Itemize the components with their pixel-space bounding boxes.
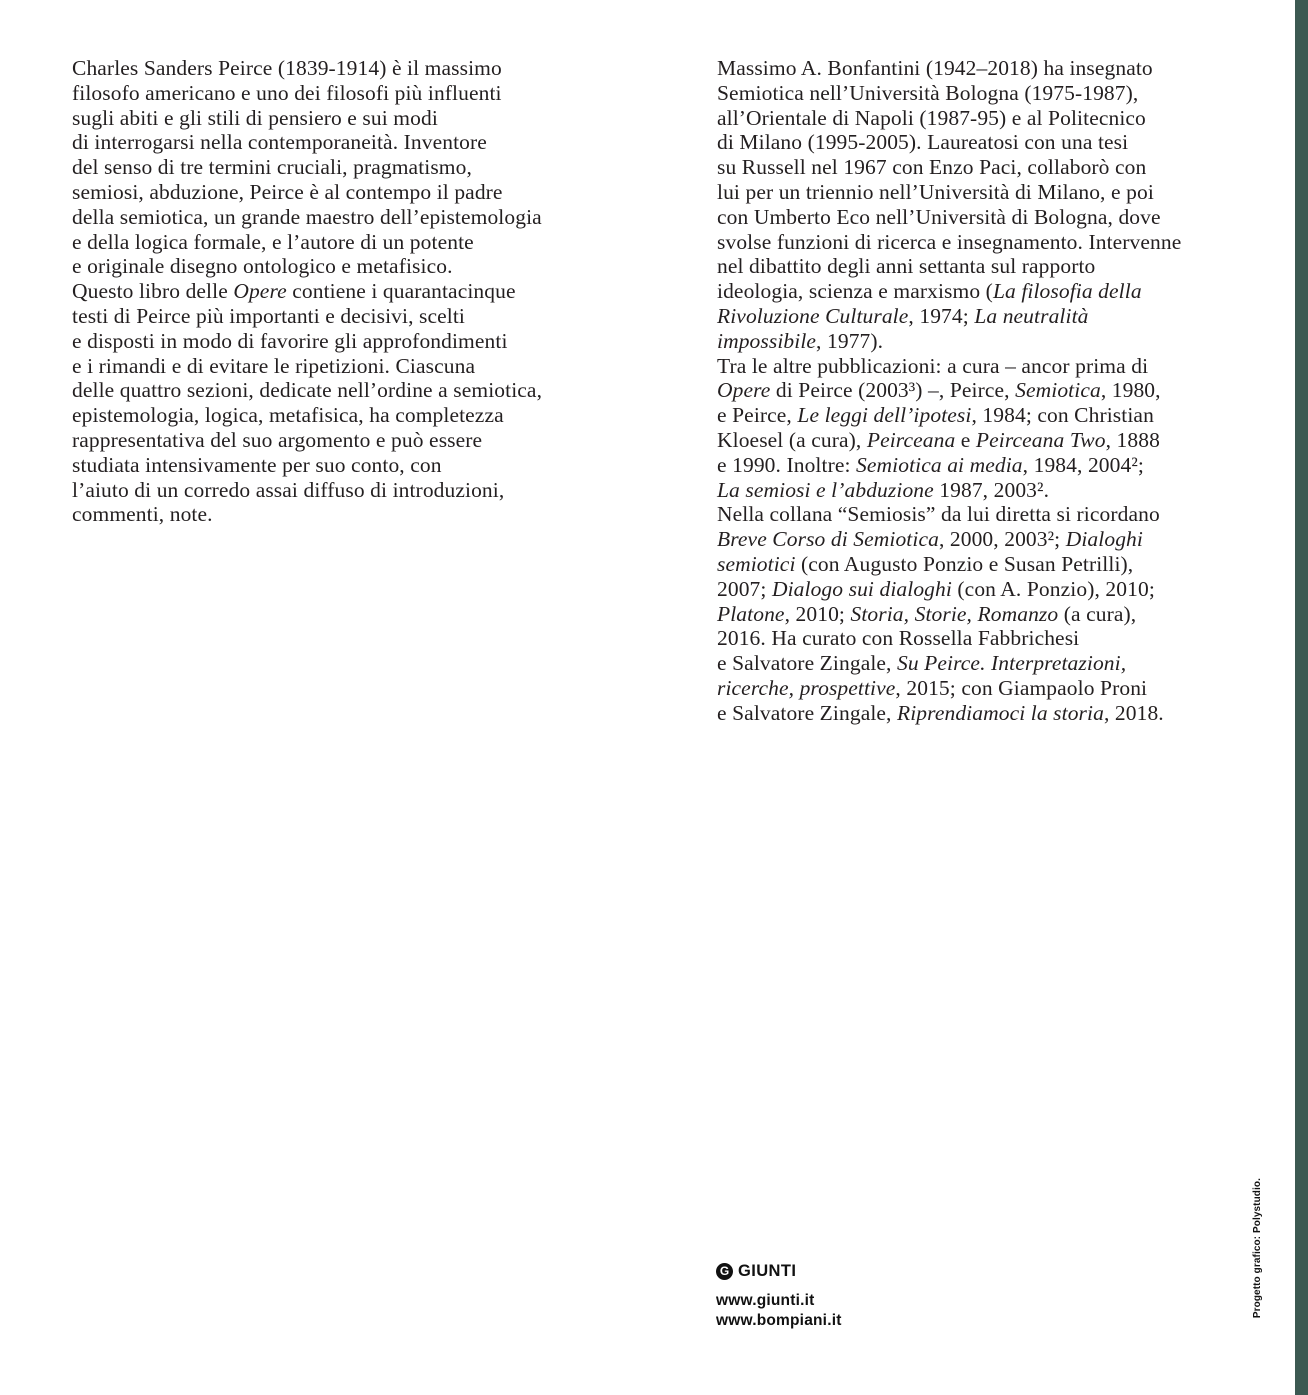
text-line: e i rimandi e di evitare le ripetizioni. Ciascuna [72,353,476,378]
text-line: e Salvatore Zingale, Riprendiamoci la storia, 2018. [717,700,1164,725]
text-line: del senso di tre termini cruciali, pragmatismo, [72,155,472,180]
publisher-urls [716,1291,842,1330]
text-line: Massimo A. Bonfantini (1942–2018) ha insegnato [717,56,1153,80]
text-line: commenti, note. [72,502,213,527]
text-line: di interrogarsi nella contemporaneità. Inventore [72,130,487,155]
text-line: impossibile, 1977). [717,328,884,353]
text-line: l’aiuto di un corredo assai diffuso di introduzioni, [72,477,505,502]
giunti-logo [716,1262,842,1281]
text-line: nel dibattito degli anni settanta sul rapporto [717,254,1096,279]
text-line: Breve Corso di Semiotica, 2000, 2003²; Dialoghi [717,527,1143,552]
text-line: Platone, 2010; Storia, Storie, Romanzo (a cura), [717,601,1137,626]
text-line: Rivoluzione Culturale, 1974; La neutralità [717,303,1089,328]
publisher-name: GIUNTI [738,1262,797,1280]
text-line: semiosi, abduzione, Peirce è al contempo il padre [72,179,503,204]
giunti-logo-icon [716,1263,733,1280]
text-line: di Milano (1995-2005). Laureatosi con una tesi [717,130,1129,155]
text-line: rappresentativa del suo argomento e può essere [72,427,483,452]
text-line: Semiotica nell’Università Bologna (1975-1987), [717,80,1139,105]
text-line: lui per un triennio nell’Università di Milano, e poi [717,179,1154,204]
design-credit: Progetto grafico: Polystudio. [1252,1177,1263,1318]
text-line: ideologia, scienza e marxismo (La filosofia della [717,279,1142,304]
text-line: svolse funzioni di ricerca e insegnamento. Intervenne [717,229,1182,254]
text-line: Opere di Peirce (2003³) –, Peirce, Semiotica, 1980, [717,378,1161,403]
text-line: e 1990. Inoltre: Semiotica ai media, 1984, 2004²; [717,452,1144,477]
text-line: e Peirce, Le leggi dell’ipotesi, 1984; con Christian [717,403,1154,428]
text-line: della semiotica, un grande maestro dell’epistemologia [72,204,542,229]
text-line: 2007; Dialogo sui dialoghi (con A. Ponzio), 2010; [717,576,1155,601]
text-line: e disposti in modo di favorire gli approfondimenti [72,328,508,353]
text-line: filosofo americano e uno dei filosofi più influenti [72,80,502,105]
text-line: La semiosi e l’abduzione 1987, 2003². [717,477,1050,502]
text-line: Tra le altre pubblicazioni: a cura – ancor prima di [717,353,1149,378]
accent-stripe [1295,0,1308,1395]
text-line: all’Orientale di Napoli (1987-95) e al Politecnico [717,105,1146,130]
editor-bio-column [717,56,1181,726]
text-line: testi di Peirce più importanti e decisivi, scelti [72,303,466,328]
text-line: Nella collana “Semiosis” da lui diretta si ricordano [717,502,1160,527]
text-line: sugli abiti e gli stili di pensiero e sui modi [72,105,438,130]
text-line: e Salvatore Zingale, Su Peirce. Interpretazioni, [717,651,1127,676]
text-line: con Umberto Eco nell’Università di Bologna, dove [717,204,1161,229]
giunti-logo-letter: G [719,1264,730,1278]
text-line: e della logica formale, e l’autore di un potente [72,229,474,254]
text-line: e originale disegno ontologico e metafisico. [72,254,453,279]
text-line: ricerche, prospettive, 2015; con Giampaolo Proni [717,675,1148,700]
text-line: delle quattro sezioni, dedicate nell’ordine a semiotica, [72,378,543,403]
text-line: semiotici (con Augusto Ponzio e Susan Petrilli), [717,551,1134,576]
publisher-block [716,1262,842,1330]
text-line: Questo libro delle Opere contiene i quarantacinque [72,279,516,304]
text-line: epistemologia, logica, metafisica, ha completezza [72,403,504,428]
bompiani-url: www.bompiani.it [716,1311,842,1329]
book-description-column [72,56,542,527]
text-line: Kloesel (a cura), Peirceana e Peirceana Two, 1888 [717,427,1160,452]
text-line: su Russell nel 1967 con Enzo Paci, collaborò con [717,155,1147,180]
text-line: Charles Sanders Peirce (1839-1914) è il massimo [72,56,502,80]
text-line: studiata intensivamente per suo conto, con [72,452,442,477]
giunti-url: www.giunti.it [716,1292,815,1309]
text-line: 2016. Ha curato con Rossella Fabbrichesi [717,626,1080,651]
